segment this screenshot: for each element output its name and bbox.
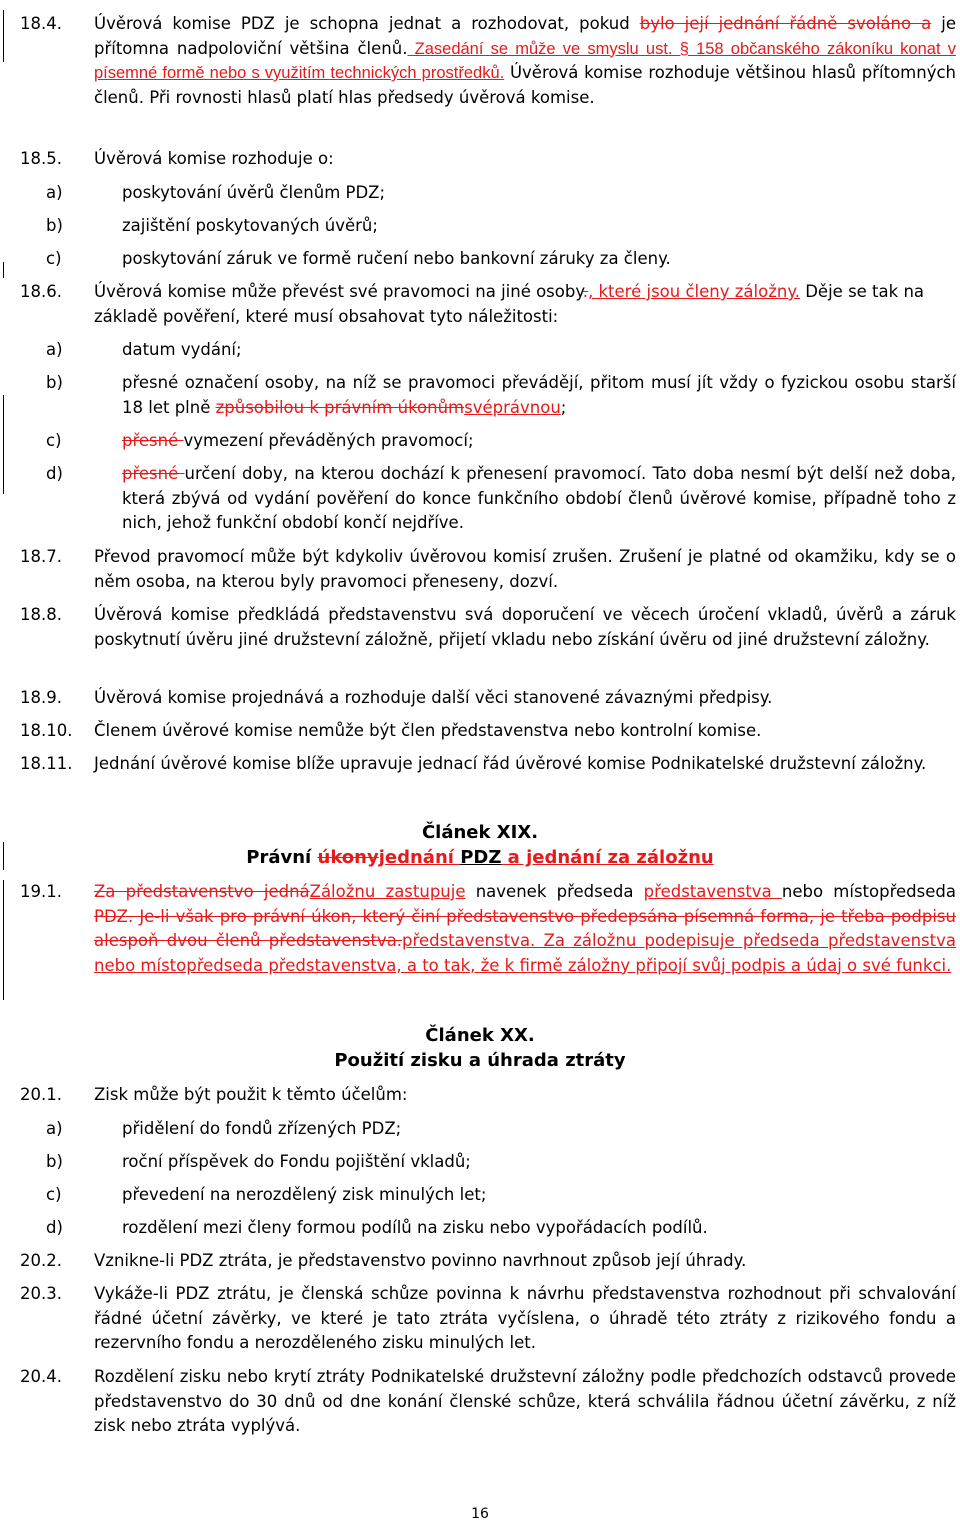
inserted-text: Záložnu zastupuje: [309, 882, 466, 901]
list-letter: b): [46, 1152, 63, 1171]
section-number: 20.2.: [20, 1251, 62, 1270]
change-bar: [3, 262, 4, 278]
inserted-text: , které jsou členy záložny.: [588, 282, 800, 301]
inserted-text: jednání: [378, 847, 461, 868]
section-18-6-text: Úvěrová komise může převést své pravomoci na jiné osoby., které jsou členy záložny. Děje se tak na základě pověření, které musí obsahovat tyto náležitosti:: [94, 282, 925, 326]
section-18-10-text: Členem úvěrové komise nemůže být člen představenstva nebo kontrolní komise.: [94, 721, 762, 740]
list-item: převedení na nerozdělený zisk minulých let;: [122, 1185, 487, 1204]
inserted-text: představenstva. Za záložnu podepisuje předseda představenstva nebo místopředseda představenstva, a to tak, že k firmě záložny připojí svůj podpis a údaj o své funkci.: [94, 931, 956, 975]
list-item: poskytování záruk ve formě ručení nebo bankovní záruky za členy.: [122, 249, 671, 268]
section-number: 18.7.: [20, 547, 62, 566]
section-number: 20.4.: [20, 1367, 62, 1386]
list-letter: c): [46, 249, 62, 268]
list-letter: d): [46, 464, 63, 483]
list-item: přesné označení osoby, na níž se pravomoci převádějí, přitom musí jít vždy o fyzickou osobu starší 18 let plně způsobilou k právním úkonůmsvéprávnou;: [122, 373, 956, 417]
section-20-4-text: Rozdělení zisku nebo krytí ztráty Podnikatelské družstevní záložny podle předchozích odstavců provede představenstvo do 30 dnů od dne konání členské schůze, která schválila řádnou účetní závěrku, z níž zisk nebo ztráta vyplývá.: [94, 1367, 956, 1435]
list-item: přesné vymezení převáděných pravomocí;: [122, 431, 474, 450]
list-letter: a): [46, 1119, 63, 1138]
change-bar: [3, 458, 4, 494]
inserted-text: Zasedání se může ve smyslu ust. § 158 občanského zákoníku konat v písemné formě nebo s využitím technických prostředků.: [94, 39, 956, 82]
section-number: 18.8.: [20, 605, 62, 624]
list-letter: c): [46, 1185, 62, 1204]
list-item: přidělení do fondů zřízených PDZ;: [122, 1119, 402, 1138]
inserted-text: představenstva: [643, 882, 782, 901]
section-20-3-text: Vykáže-li PDZ ztrátu, je členská schůze povinna k návrhu představenstva rozhodnout při schvalování řádné účetní závěrky, ve které je tato ztráta vyčíslena, o úhradě této ztráty z rizikového fondu a rezervního fondu a nerozděleného zisku minulých let.: [94, 1284, 956, 1352]
article-label: Článek XIX.: [421, 822, 539, 843]
list-letter: b): [46, 216, 63, 235]
inserted-text: a jednání za záložnu: [501, 847, 714, 868]
change-bar: [3, 395, 4, 431]
section-number: 19.1.: [20, 882, 62, 901]
section-18-11-text: Jednání úvěrové komise blíže upravuje jednací řád úvěrové komise Podnikatelské družstevní záložny.: [94, 754, 927, 773]
change-bar: [3, 10, 4, 62]
list-item: zajištění poskytovaných úvěrů;: [122, 216, 378, 235]
list-letter: a): [46, 340, 63, 359]
deleted-text: přesné: [122, 431, 184, 450]
section-number: 18.10.: [20, 721, 73, 740]
deleted-text: .: [582, 282, 589, 301]
section-18-8-text: Úvěrová komise předkládá představenstvu svá doporučení ve věcech úročení vkladů, úvěrů a záruk poskytnutí úvěru jiné družstevní záložně, přijetí vkladu nebo získání úvěru od jiné družstevní záložny.: [94, 605, 956, 649]
list-item: datum vydání;: [122, 340, 242, 359]
section-number: 20.3.: [20, 1284, 62, 1303]
list-item: roční příspěvek do Fondu pojištění vkladů;: [122, 1152, 471, 1171]
inserted-text: svéprávnou: [464, 397, 561, 417]
deleted-text: úkony: [317, 847, 379, 868]
section-18-4-text: Úvěrová komise PDZ je schopna jednat a rozhodovat, pokud bylo její jednání řádně svoláno a je přítomna nadpoloviční většina členů. Zasedání se může ve smyslu ust. § 158 občanského zákoníku konat v písemné formě nebo s využitím technických prostředků. Úvěrová komise rozhoduje většinou hlasů přítomných členů. Při rovnosti hlasů platí hlas předsedy úvěrová komise.: [94, 14, 956, 107]
list-letter: a): [46, 183, 63, 202]
article-label: Článek XX.: [425, 1025, 535, 1046]
deleted-text: PDZ. Je-li však pro právní úkon, který činí představenstvo předepsána písemná forma, je třeba podpisu alespoň dvou členů představenstva.: [94, 906, 956, 950]
section-number: 18.5.: [20, 149, 62, 168]
article-title: Právní úkonyjednání PDZ a jednání za záložnu: [246, 847, 714, 868]
change-bar: [3, 880, 4, 1000]
deleted-text: bylo její jednání řádně svoláno a: [639, 14, 932, 33]
section-number: 18.11.: [20, 754, 73, 773]
section-number: 18.6.: [20, 282, 62, 301]
section-18-5-text: Úvěrová komise rozhoduje o:: [94, 149, 334, 168]
list-letter: c): [46, 431, 62, 450]
section-20-2-text: Vznikne-li PDZ ztráta, je představenstvo povinno navrhnout způsob její úhrady.: [94, 1251, 747, 1270]
list-item: přesné určení doby, na kterou dochází k přenesení pravomocí. Tato doba nesmí být delší než doba, která zbývá od vydání pověření do konce funkčního období členů úvěrové komise, případně toho z nich, jehož funkční období končí nejdříve.: [122, 464, 956, 532]
section-number: 20.1.: [20, 1085, 62, 1104]
section-number: 18.4.: [20, 14, 62, 33]
section-18-7-text: Převod pravomocí může být kdykoliv úvěrovou komisí zrušen. Zrušení je platné od okamžiku, kdy se o něm osoba, na kterou byly pravomoci přeneseny, dozví.: [94, 547, 956, 591]
section-number: 18.9.: [20, 688, 62, 707]
article-title: Použití zisku a úhrada ztráty: [334, 1050, 626, 1071]
section-18-9-text: Úvěrová komise projednává a rozhoduje další věci stanovené závaznými předpisy.: [94, 688, 773, 707]
list-letter: d): [46, 1218, 63, 1237]
list-letter: b): [46, 373, 63, 392]
section-20-1-text: Zisk může být použit k těmto účelům:: [94, 1085, 408, 1104]
section-19-1-text: Za představenstvo jednáZáložnu zastupuje navenek předseda představenstva nebo místopředseda PDZ. Je-li však pro právní úkon, který činí představenstvo předepsána písemná forma, je třeba podpisu alespoň dvou členů představenstva.představenstva. Za záložnu podepisuje předseda představenstva nebo místopředseda představenstva, a to tak, že k firmě záložny připojí svůj podpis a údaj o své funkci.: [94, 882, 956, 975]
deleted-text: přesné: [122, 464, 185, 483]
list-item: poskytování úvěrů členům PDZ;: [122, 183, 386, 202]
page-number: 16: [471, 1506, 489, 1522]
deleted-text: Za představenstvo jedná: [94, 882, 310, 901]
deleted-text: způsobilou k právním úkonům: [215, 397, 465, 417]
list-item: rozdělení mezi členy formou podílů na zisku nebo vypořádacích podílů.: [122, 1218, 708, 1237]
